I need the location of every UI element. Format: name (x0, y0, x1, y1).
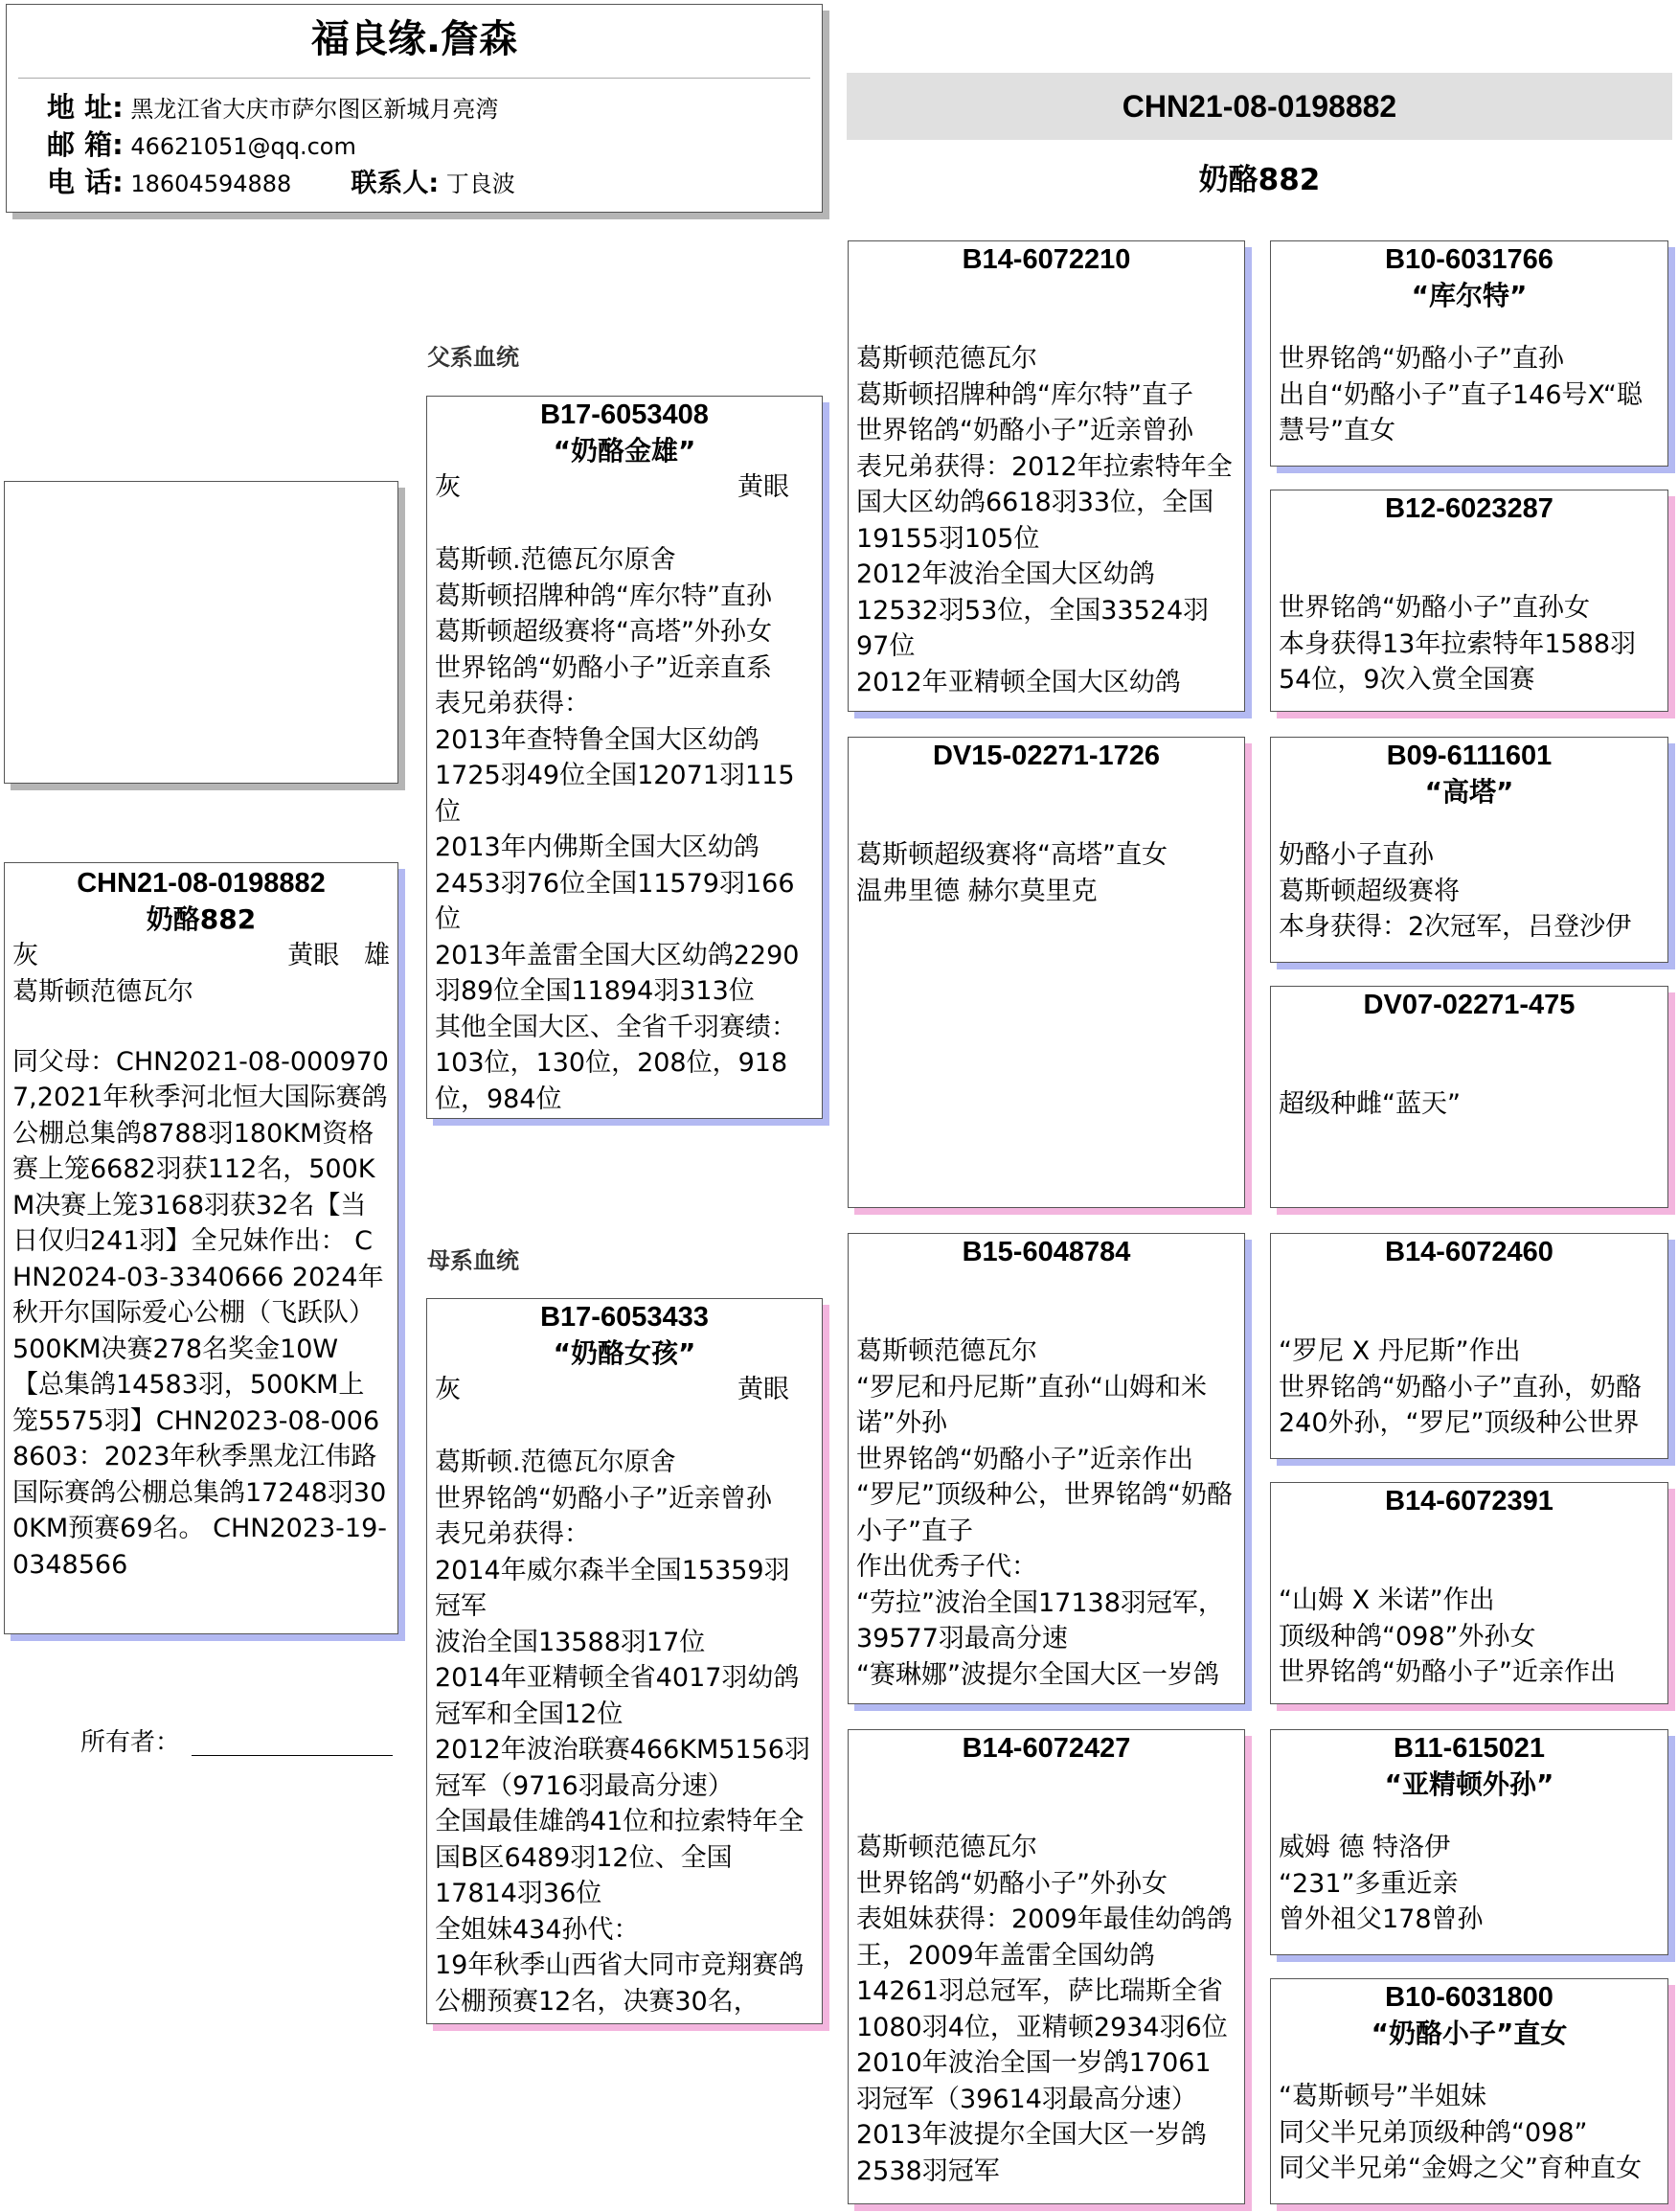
ggp-ring: B09-6111601 (1386, 741, 1553, 771)
subject-card (4, 862, 398, 1634)
sire-color: 灰 (435, 472, 461, 502)
ggp-notes: 威姆 德 特洛伊 “231”多重近亲 曾外祖父178曾孙 (1279, 1833, 1484, 1934)
address-value: 黑龙江省大庆市萨尔图区新城月亮湾 (130, 96, 499, 123)
ggp-ring: B12-6023287 (1385, 493, 1553, 524)
sire-nickname: “奶酪金雄” (553, 435, 696, 467)
ggp-ring: B14-6072391 (1385, 1486, 1553, 1516)
subject-color: 灰 (12, 941, 38, 970)
owner-row (80, 1724, 180, 1761)
dam-eye: 黄眼 (737, 1375, 789, 1404)
gp-card-2 (848, 737, 1245, 1208)
gp-ring: B15-6048784 (962, 1237, 1131, 1267)
subject-ring: CHN21-08-0198882 (77, 868, 326, 899)
ggp-notes: 世界铭鸽“奶酪小子”直孙 出自“奶酪小子”直子146号X“聪慧号”直女 (1279, 344, 1643, 445)
ggp-card-8 (1270, 1978, 1668, 2204)
loft-header (6, 4, 823, 213)
ggp-card-4 (1270, 986, 1668, 1208)
ggp-card-5 (1270, 1233, 1668, 1459)
dam-line-label: 母系血统 (427, 1247, 519, 1274)
ggp-card-6 (1270, 1482, 1668, 1704)
email-label: 邮 箱: (47, 128, 124, 161)
address-label: 地 址: (47, 91, 124, 124)
ggp-card-3 (1270, 737, 1668, 963)
ggp-notes: 奶酪小子直孙 葛斯顿超级赛将 本身获得：2次冠军，吕登沙伊 (1279, 840, 1632, 942)
ggp-notes: 超级种雌“蓝天” (1279, 1089, 1461, 1119)
ggp-nickname: “库尔特” (1411, 280, 1528, 311)
ggp-ring: B11-615021 (1393, 1733, 1546, 1764)
dam-nickname: “奶酪女孩” (553, 1337, 696, 1369)
address-row (47, 90, 822, 127)
ggp-card-2 (1270, 490, 1668, 712)
ggp-nickname: “亚精顿外孙” (1384, 1768, 1554, 1800)
ggp-card-7 (1270, 1729, 1668, 1955)
ggp-nickname (1271, 527, 1667, 563)
ggp-nickname (1271, 1270, 1667, 1307)
sire-eye: 黄眼 (737, 472, 789, 502)
ggp-nickname: “高塔” (1424, 776, 1514, 808)
gp-card-1 (848, 240, 1245, 712)
gp-ring: B14-6072427 (962, 1733, 1131, 1764)
gp-ring: DV15-02271-1726 (932, 741, 1160, 771)
ggp-card-1 (1270, 240, 1668, 467)
subject-name: 奶酪882 (146, 903, 257, 935)
contact-label: 联系人: (351, 169, 440, 198)
sire-line-label: 父系血统 (427, 344, 519, 371)
phone-value: 18604594888 (130, 171, 292, 197)
phone-label: 电 话: (47, 166, 124, 198)
dam-notes: 葛斯顿.范德瓦尔原舍 世界铭鸽“奶酪小子”近亲曾孙 表兄弟获得： 2014年威尔森半全国15359羽冠军 波治全国13588羽17位 2014年亚精顿全省4017羽幼鸽冠军和全国12位 2012年波治联赛466KM5156羽冠军（9716羽最高分速） 全国最佳雄鸽41位和拉索特年全国B区6489羽12位、全国17814羽36位 全姐妹434孙代： 19年秋季山西省大同市竞翔赛鸽公棚预赛12名，决赛30名， (435, 1448, 810, 2017)
ggp-nickname (1271, 1519, 1667, 1556)
subject-strain: 葛斯顿范德瓦尔 (12, 977, 193, 1007)
ggp-notes: “葛斯顿号”半姐妹 同父半兄弟顶级种鸽“098” 同父半兄弟“金姆之父”育种直女 (1279, 2082, 1642, 2183)
photo-placeholder (4, 481, 398, 784)
ggp-nickname (1271, 1023, 1667, 1060)
ggp-notes: 世界铭鸽“奶酪小子”直孙女 本身获得13年拉索特年1588羽54位，9次入赏全国赛 (1279, 593, 1637, 695)
gp-card-3 (848, 1233, 1245, 1704)
subject-notes: 同父母：CHN2021-08-0009707,2021年秋季河北恒大国际赛鸽公棚总集鸽8788羽180KM资格赛上笼6682羽获112名，500KM决赛上笼3168羽获32名【当日仅归241羽】全兄妹作出： CHN2024-03-3340666 2024年秋开尔国际爱心公棚（飞跃队）500KM决赛278名奖金10W【总集鸽14583羽，500KM上笼5575羽】CHN2023-08-0068603：2023年秋季黑龙江伟路国际赛鸽公棚总集鸽17248羽300KM预赛69名。 CHN2023-19-0348566 (12, 1046, 389, 1580)
email-row (47, 127, 822, 165)
ggp-nickname: “奶酪小子”直女 (1371, 2018, 1568, 2049)
ggp-ring: B10-6031766 (1385, 244, 1553, 275)
loft-name: 福良缘.詹森 (310, 17, 518, 61)
gp-notes: 葛斯顿范德瓦尔 葛斯顿招牌种鸽“库尔特”直子 世界铭鸽“奶酪小子”近亲曾孙 表兄弟获得：2012年拉索特年全国大区幼鸽6618羽33位，全国19155羽105位 2012年波治全国大区幼鸽12532羽53位，全国33524羽97位 2012年亚精顿全国大区幼鸽 (856, 344, 1233, 697)
subject-eye-sex: 黄眼 雄 (287, 941, 390, 970)
owner-label: 所有者： (80, 1728, 181, 1757)
ggp-notes: “罗尼 X 丹尼斯”作出 世界铭鸽“奶酪小子”直孙，奶酪240外孙，“罗尼”顶级种公世界 (1279, 1336, 1642, 1438)
title-band: CHN21-08-0198882 (847, 73, 1672, 140)
dam-color: 灰 (435, 1375, 461, 1404)
ggp-ring: B14-6072460 (1385, 1237, 1553, 1267)
ggp-notes: “山姆 X 米诺”作出 顶级种鸽“098”外孙女 世界铭鸽“奶酪小子”近亲作出 (1279, 1585, 1616, 1687)
owner-underline (192, 1755, 393, 1756)
sire-ring: B17-6053408 (540, 399, 709, 430)
email-value: 46621051@qq.com (130, 133, 356, 160)
sire-notes: 葛斯顿.范德瓦尔原舍 葛斯顿招牌种鸽“库尔特”直孙 葛斯顿超级赛将“高塔”外孙女 世界铭鸽“奶酪小子”近亲直系 表兄弟获得： 2013年查特鲁全国大区幼鸽1725羽49位全国12071羽115位 2013年内佛斯全国大区幼鸽2453羽76位全国11579羽166位 2013年盖雷全国大区幼鸽2290羽89位全国11894羽313位 其他全国大区、全省千羽赛绩：103位，130位，208位，918位，984位 (435, 545, 800, 1114)
gp-notes: 葛斯顿范德瓦尔 “罗尼和丹尼斯”直孙“山姆和米诺”外孙 世界铭鸽“奶酪小子”近亲作出 “罗尼”顶级种公，世界铭鸽“奶酪小子”直子 作出优秀子代： “劳拉”波治全国17138羽冠军，39577羽最高分速 “赛琳娜”波提尔全国大区一岁鸽 (856, 1336, 1233, 1690)
title-name: 奶酪882 (1198, 163, 1321, 197)
dam-ring: B17-6053433 (540, 1302, 709, 1333)
ggp-ring: B10-6031800 (1385, 1982, 1553, 2013)
gp-notes: 葛斯顿超级赛将“高塔”直女 温弗里德 赫尔莫里克 (856, 840, 1168, 906)
phone-row (47, 165, 822, 202)
gp-card-4 (848, 1729, 1245, 2204)
ggp-ring: DV07-02271-475 (1363, 990, 1576, 1020)
gp-ring: B14-6072210 (962, 244, 1131, 275)
contact-value: 丁良波 (445, 171, 515, 197)
dam-card (426, 1298, 823, 2024)
sire-card (426, 396, 823, 1119)
gp-notes: 葛斯顿范德瓦尔 世界铭鸽“奶酪小子”外孙女 表姐妹获得：2009年最佳幼鸽鸽王，2009年盖雷全国幼鸽14261羽总冠军，萨比瑞斯全省1080羽4位，亚精顿2934羽6位 2010年波治全国一岁鸽17061羽冠军（39614羽最高分速） 2013年波提尔全国大区一岁鸽2538羽冠军 (856, 1833, 1233, 2186)
